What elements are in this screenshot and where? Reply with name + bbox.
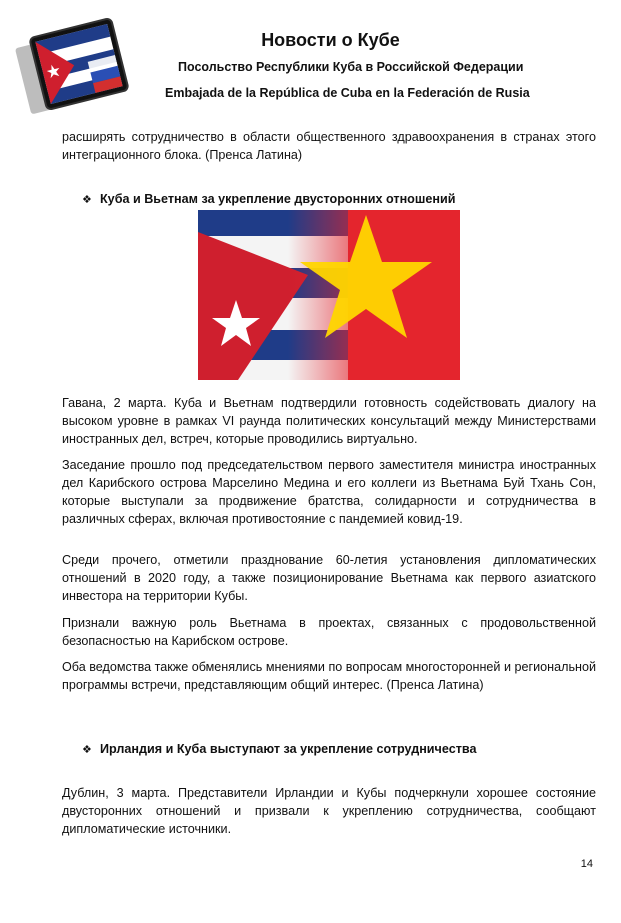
embassy-subtitle-ru: Посольство Республики Куба в Российской Федерации — [178, 60, 524, 74]
diamond-bullet-icon: ❖ — [82, 744, 92, 756]
article2-paragraph: Дублин, 3 марта. Представители Ирландии и Кубы подчеркнули хорошее состояние двусторонних отношений и призвали к укреплению сотрудничества, сообщают дипломатические источники. — [62, 786, 596, 836]
article1-paragraph: Среди прочего, отметили празднование 60-летия установления дипломатических отношений в 2020 году, а также позиционирование Вьетнама как первого азиатского инвестора на территории Кубы. — [62, 553, 596, 603]
article-heading-cuba-vietnam — [82, 192, 455, 206]
article1-paragraph: Признали важную роль Вьетнама в проектах, связанных с продовольственной безопасностью на Карибском острове. — [62, 616, 596, 648]
article-heading-text: Куба и Вьетнам за укрепление двусторонних отношений — [100, 192, 456, 206]
article1-paragraph: Оба ведомства также обменялись мнениями по вопросам многосторонней и региональной программы встречи, представляющим общий интерес. (Пренса Латина) — [62, 660, 596, 692]
article1-paragraph: Гавана, 2 марта. Куба и Вьетнам подтвердили готовность содействовать диалогу на высоком уровне в рамках VI раунда политических консультаций между Министерствами иностранных дел, встреч, которые проводились виртуально. — [62, 396, 596, 446]
article-heading-ireland-cuba — [82, 742, 476, 756]
article-heading-text: Ирландия и Куба выступают за укрепление сотрудничества — [100, 742, 477, 756]
embassy-subtitle-es: Embajada de la República de Cuba en la Federación de Rusia — [165, 86, 530, 100]
page-title: Новости о Кубе — [261, 30, 400, 50]
article1-paragraph: Заседание прошло под председательством первого заместителя министра иностранных дел Карибского острова Марселино Медина и его коллеги из Вьетнама Буй Тхань Сон, которые выступали за продвижение братства, солидарности и сотрудничества в различных сферах, включая противостояние с пандемией ковид-19. — [62, 458, 596, 526]
page-number: 14 — [580, 858, 593, 870]
cuba-vietnam-flags-image — [198, 210, 460, 380]
intro-paragraph: расширять сотрудничество в области общественного здравоохранения в странах этого интеграционного блока. (Пренса Латина) — [62, 130, 596, 162]
diamond-bullet-icon: ❖ — [82, 194, 92, 206]
